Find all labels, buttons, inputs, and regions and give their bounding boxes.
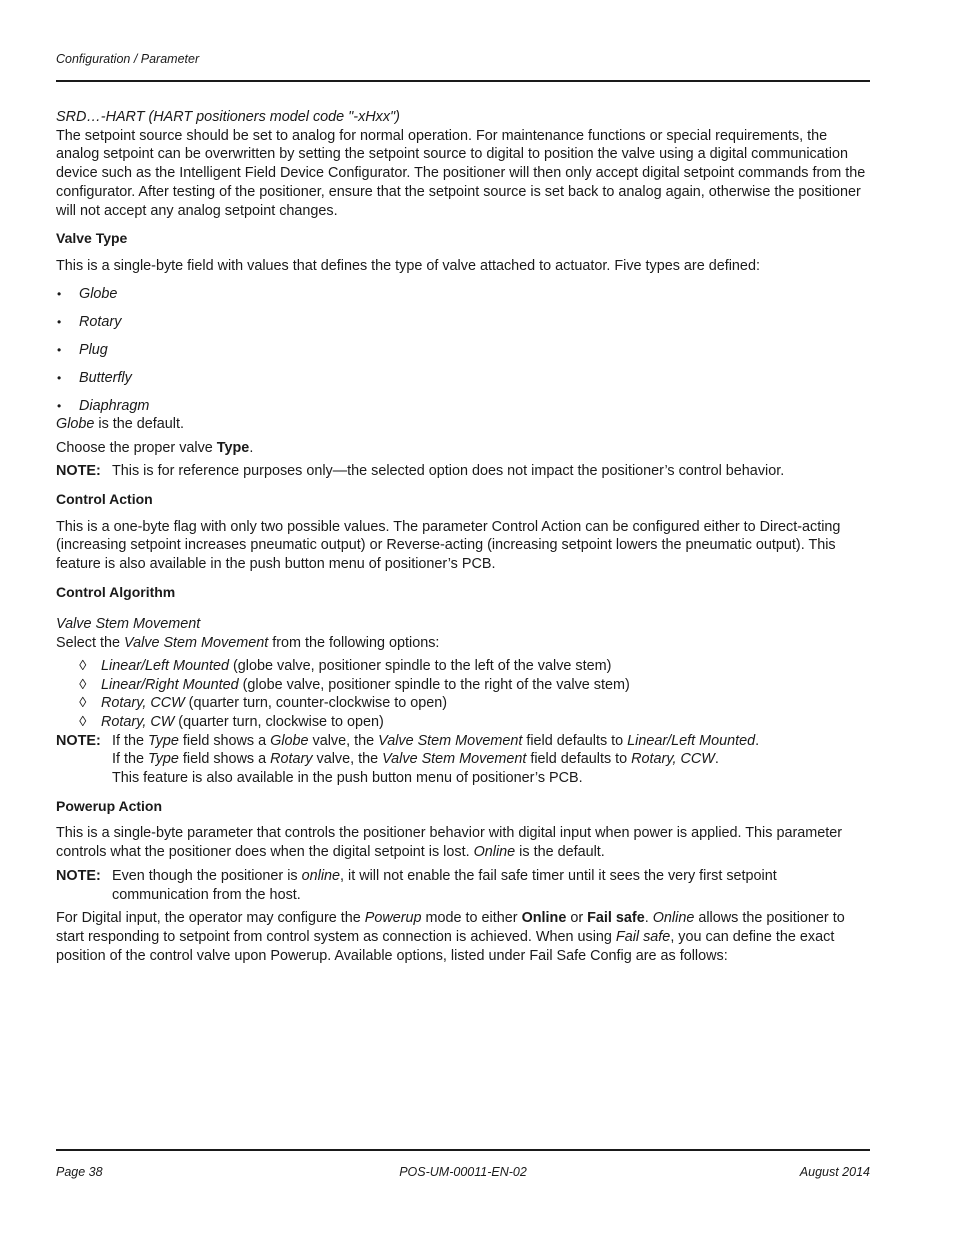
list-item: ◊ Rotary, CCW (quarter turn, counter-clockwise to open) xyxy=(79,695,448,712)
list-item: • Diaphragm xyxy=(56,397,870,416)
control-algorithm-select: Select the Valve Stem Movement from the following options: xyxy=(56,635,440,652)
publication-date: August 2014 xyxy=(799,1165,870,1179)
valve-type-choose: Choose the proper valve Type. xyxy=(56,439,254,456)
list-item: • Rotary xyxy=(56,313,870,332)
document-id: POS-UM-00011-EN-02 xyxy=(399,1165,527,1179)
list-item: ◊ Linear/Right Mounted (globe valve, positioner spindle to the right of the valve stem) xyxy=(79,676,630,693)
valve-type-heading: Valve Type xyxy=(56,230,128,247)
valve-type-intro: This is a single-byte field with values that defines the type of valve attached to actuator. Five types are defined: xyxy=(56,257,760,274)
powerup-paragraph: This is a single-byte parameter that controls the positioner behavior with digital input when power is applied. This parameter controls what the positioner does when the digital setpoint is lost. Online is the default. xyxy=(56,825,843,861)
valve-type-note: NOTE: This is for reference purposes only—the selected option does not impact the positioner’s control behavior. xyxy=(56,463,785,480)
list-item: • Globe xyxy=(56,285,870,304)
control-algorithm-note: NOTE: If the Type field shows a Globe valve, the Valve Stem Movement field defaults to Linear/Left Mounted. If the Type field shows a Rotary valve, the Valve Stem Movement field defaults to Rotary, CCW. This feature is also available in the push button menu of positioner’s PCB. xyxy=(56,732,760,787)
powerup-note: NOTE: Even though the positioner is online, it will not enable the fail safe timer until it sees the very first setpoint communication from the host. xyxy=(56,867,777,903)
list-item: ◊ Rotary, CW (quarter turn, clockwise to open) xyxy=(79,713,384,730)
header-rule xyxy=(56,80,870,82)
powerup-digital-paragraph: For Digital input, the operator may configure the Powerup mode to either Online or Fail safe. Online allows the positioner to start responding to setpoint from control system as connection is achieved. When using Fail safe, you can define the exact position of the control valve upon Powerup. Available options, listed under Fail Safe Config are as follows: xyxy=(56,910,845,964)
valve-type-default: Globe is the default. xyxy=(56,416,185,433)
control-action-heading: Control Action xyxy=(56,490,153,507)
valve-type-list xyxy=(56,285,870,416)
control-algorithm-subheading: Valve Stem Movement xyxy=(56,616,201,633)
control-algorithm-heading: Control Algorithm xyxy=(56,583,176,600)
hart-subtitle: SRD…-HART (HART positioners model code "-xHxx") xyxy=(56,109,400,125)
control-action-paragraph: This is a one-byte flag with only two possible values. The parameter Control Action can be configured either to Direct-acting (increasing setpoint increases pneumatic output) or Reverse-acting (increasing setpoint lowers the pneumatic output). This feature is also available in the push button menu of positioner’s PCB. xyxy=(56,518,841,573)
footer-rule xyxy=(56,1149,870,1151)
powerup-heading: Powerup Action xyxy=(56,797,163,814)
list-item: • Plug xyxy=(56,341,870,360)
list-item: • Butterfly xyxy=(56,369,870,388)
running-header: Configuration / Parameter xyxy=(56,52,200,66)
list-item: ◊ Linear/Left Mounted (globe valve, positioner spindle to the left of the valve stem) xyxy=(79,657,612,674)
document-body xyxy=(56,108,870,965)
stem-movement-options xyxy=(56,657,870,732)
page-number: Page 38 xyxy=(56,1165,103,1179)
hart-paragraph: The setpoint source should be set to analog for normal operation. For maintenance functions or special requirements, the analog setpoint can be overwritten by setting the setpoint source to digital to position the valve using a digital communication device such as the Intelligent Field Device Configurator. The positioner will then only accept digital setpoint commands from the configurator. After testing of the positioner, ensure that the setpoint source is set back to analog again, otherwise the positioner will not accept any analog setpoint changes. xyxy=(56,127,866,219)
